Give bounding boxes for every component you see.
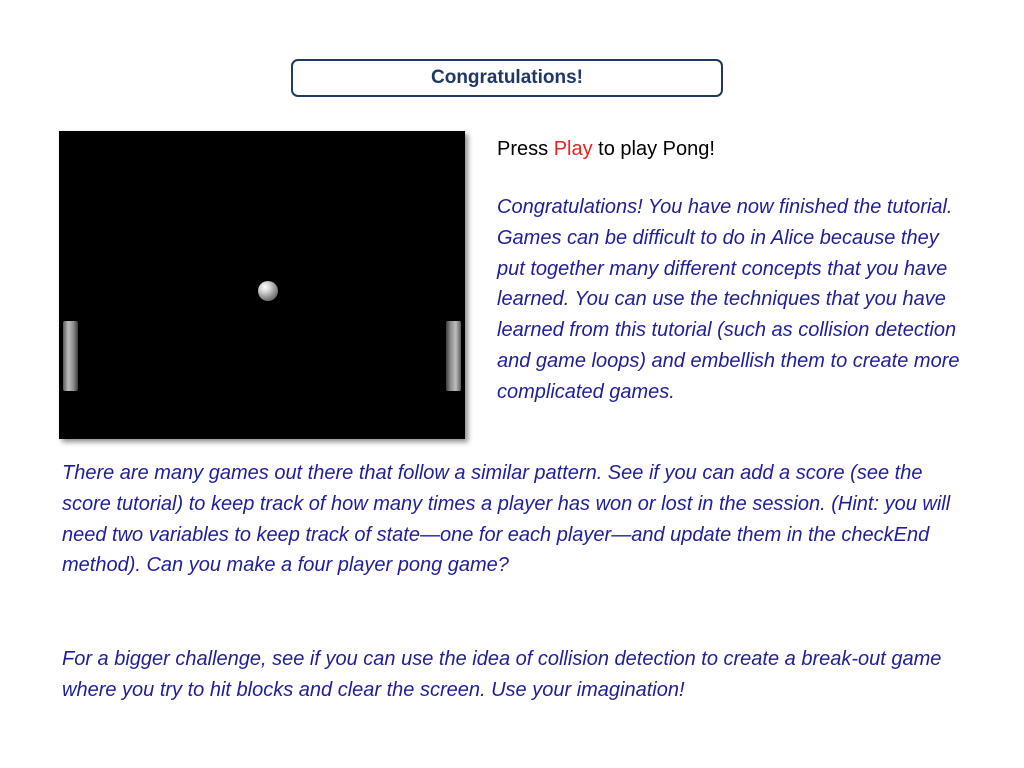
breakout-challenge-paragraph: For a bigger challenge, see if you can use the idea of collision detection to create a break-out game where you try to hit blocks and clear the screen. Use your imagination! bbox=[62, 648, 942, 701]
right-paddle bbox=[446, 321, 461, 391]
pong-ball bbox=[258, 281, 278, 301]
intro-after: to play Pong! bbox=[598, 138, 715, 160]
left-paddle bbox=[63, 321, 78, 391]
play-instruction bbox=[497, 138, 715, 161]
intro-before: Press bbox=[497, 138, 549, 160]
play-keyword: Play bbox=[553, 138, 593, 160]
slide-title-box bbox=[291, 59, 723, 97]
congratulations-paragraph: Congratulations! You have now finished the tutorial. Games can be difficult to do in Alice because they put together many different concepts that you have learned. You can use the techniques that you have learned from this tutorial (such as collision detection and game loops) and embellish them to create more complicated games. bbox=[497, 196, 960, 403]
slide-title: Congratulations! bbox=[431, 67, 583, 88]
score-challenge-paragraph: There are many games out there that follow a similar pattern. See if you can add a score (see the score tutorial) to keep track of how many times a player has won or lost in the session. (Hint: you will need two variables to keep track of state—one for each player—and update them in the checkEnd method). Can you make a four player pong game? bbox=[62, 462, 951, 577]
pong-game-screenshot bbox=[59, 131, 465, 439]
